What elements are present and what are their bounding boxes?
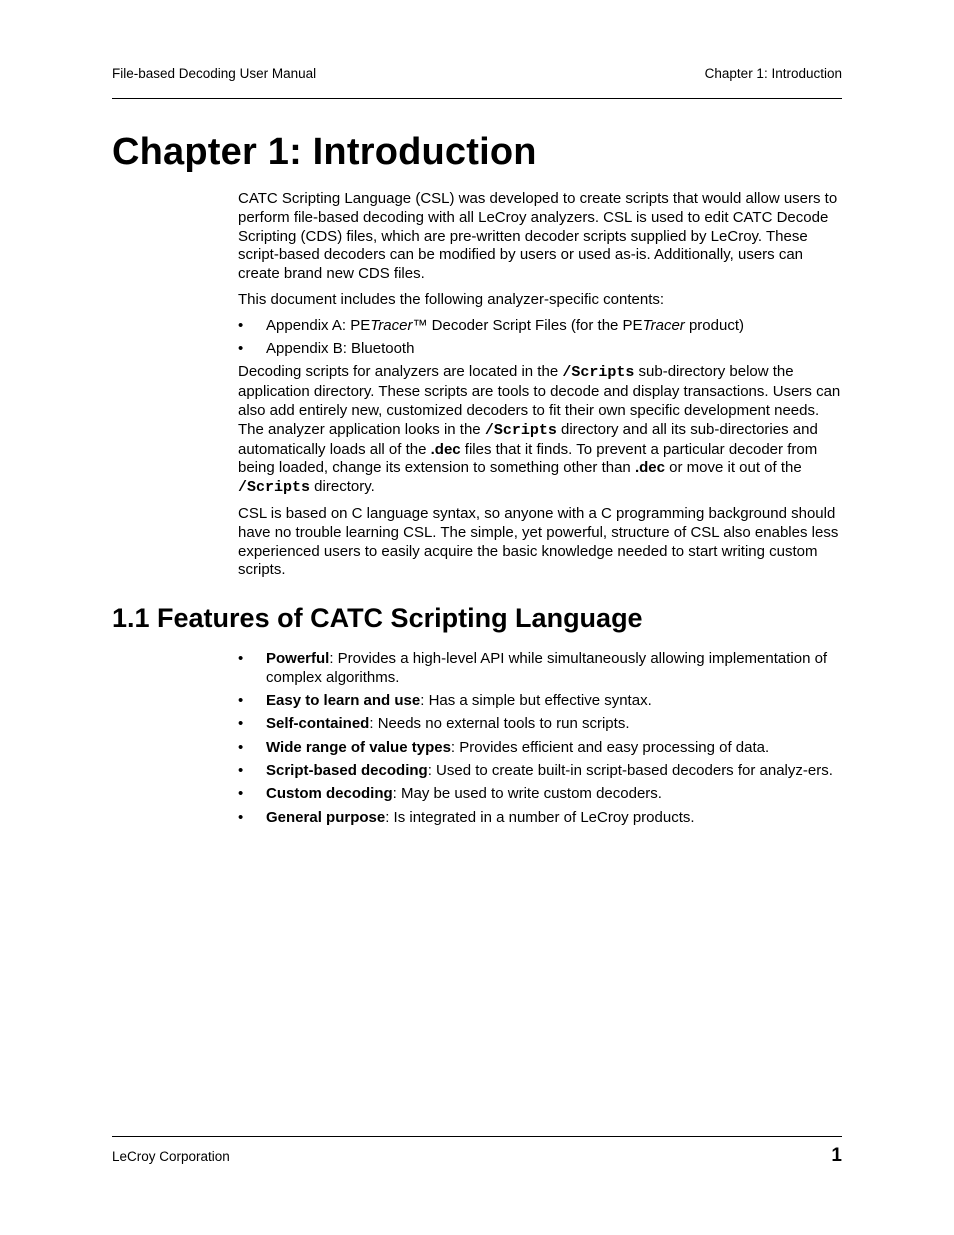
p3-text-3: directory and all its sub-directories and automatically loads all of the	[238, 420, 818, 458]
list-item	[238, 692, 844, 711]
page-footer	[112, 1136, 842, 1177]
header-manual-title: File-based Decoding User Manual	[112, 66, 317, 81]
list-item	[238, 809, 844, 828]
bullet: •	[238, 340, 244, 358]
feature-desc: : Needs no external tools to run scripts.	[369, 715, 630, 733]
intro-paragraph-3	[238, 363, 844, 498]
bullet: •	[238, 785, 244, 803]
list-item	[238, 785, 844, 804]
feature-desc: : Has a simple but effective syntax.	[420, 692, 652, 710]
intro-paragraph-2: This document includes the following analyzer-specific contents:	[238, 290, 665, 308]
feature-term: Custom decoding	[266, 785, 393, 803]
list-item	[238, 739, 844, 758]
feature-term: Self-contained	[266, 715, 370, 733]
p3-text-1: Decoding scripts for analyzers are located in the	[238, 363, 563, 381]
feature-term: Wide range of value types	[266, 738, 451, 756]
feature-term: Powerful	[266, 650, 330, 667]
bullet: •	[238, 650, 244, 667]
appendix-a-suffix: product)	[684, 316, 744, 334]
feature-term: General purpose	[266, 808, 386, 826]
list-item	[238, 715, 844, 734]
page-number: 1	[831, 1145, 842, 1166]
appendix-a-tracer: Tracer	[370, 316, 413, 334]
p3-bold-dec-2: .dec	[634, 459, 665, 477]
p3-code-scripts-2: /Scripts	[484, 421, 557, 439]
bullet: •	[238, 761, 244, 779]
bullet: •	[238, 808, 244, 826]
feature-desc: : May be used to write custom decoders.	[392, 785, 662, 803]
bullet: •	[238, 715, 244, 733]
bullet: •	[238, 692, 244, 710]
feature-desc: : Used to create built-in script-based decoders for analyz-ers.	[427, 761, 833, 779]
page-header	[112, 66, 842, 99]
intro-section	[238, 190, 844, 587]
feature-desc: : Provides a high-level API while simultaneously allowing implementation of complex algorithms.	[266, 650, 828, 686]
list-item	[238, 762, 844, 781]
feature-term: Easy to learn and use	[266, 692, 421, 710]
list-item-appendix-a	[238, 317, 844, 336]
features-list	[238, 650, 844, 827]
list-item-appendix-b	[238, 340, 844, 359]
p3-code-scripts-1: /Scripts	[562, 364, 635, 382]
p3-bold-dec-1: .dec	[430, 440, 461, 458]
intro-paragraph-4: CSL is based on C language syntax, so anyone with a C programming background should have no trouble learning CSL. The simple, yet powerful, structure of CSL also enables less experienced users to easily acquire the basic knowledge needed to start writing custom scripts.	[238, 504, 839, 579]
bullet: •	[238, 316, 244, 334]
header-chapter-title: Chapter 1: Introduction	[704, 66, 842, 81]
feature-desc: : Provides efficient and easy processing of data.	[450, 738, 770, 756]
p3-code-scripts-3: /Scripts	[238, 479, 311, 497]
appendix-a-prefix: Appendix A: PE	[266, 316, 371, 334]
intro-paragraph-1: CATC Scripting Language (CSL) was developed to create scripts that would allow users to perform file-based decoding with all LeCroy analyzers. CSL is used to edit CATC Decode Scripting (CDS) files, which are pre-written decoder scripts supplied by LeCroy. These script-based decoders can be modified by users or used as-is. Additionally, users can create brand new CDS files.	[238, 190, 838, 283]
bullet: •	[238, 738, 244, 756]
p3-text-2: sub-directory below the application directory. These scripts are tools to decode and display transactions. Users can also add entirely new, customized decoders to fit their own specific development needs. The analyzer application looks in the	[238, 363, 841, 438]
chapter-title: Chapter 1: Introduction	[112, 131, 537, 173]
appendix-a-tracer-2: Tracer	[642, 316, 685, 334]
footer-company: LeCroy Corporation	[112, 1149, 230, 1164]
feature-term: Script-based decoding	[266, 761, 428, 779]
appendix-b-label: Appendix B: Bluetooth	[266, 340, 415, 358]
appendix-list	[238, 317, 844, 359]
section-title: 1.1 Features of CATC Scripting Language	[112, 603, 643, 633]
list-item	[238, 650, 844, 688]
appendix-a-mid: ™ Decoder Script Files (for the PE	[412, 316, 643, 334]
p3-text-5: or move it out of the	[664, 459, 802, 477]
p3-text-6: directory.	[310, 478, 375, 496]
feature-desc: : Is integrated in a number of LeCroy products.	[385, 808, 695, 826]
features-section	[238, 650, 844, 832]
p3-text-4: files that it finds. To prevent a particular decoder from being loaded, change its extension to something other than	[238, 440, 818, 477]
